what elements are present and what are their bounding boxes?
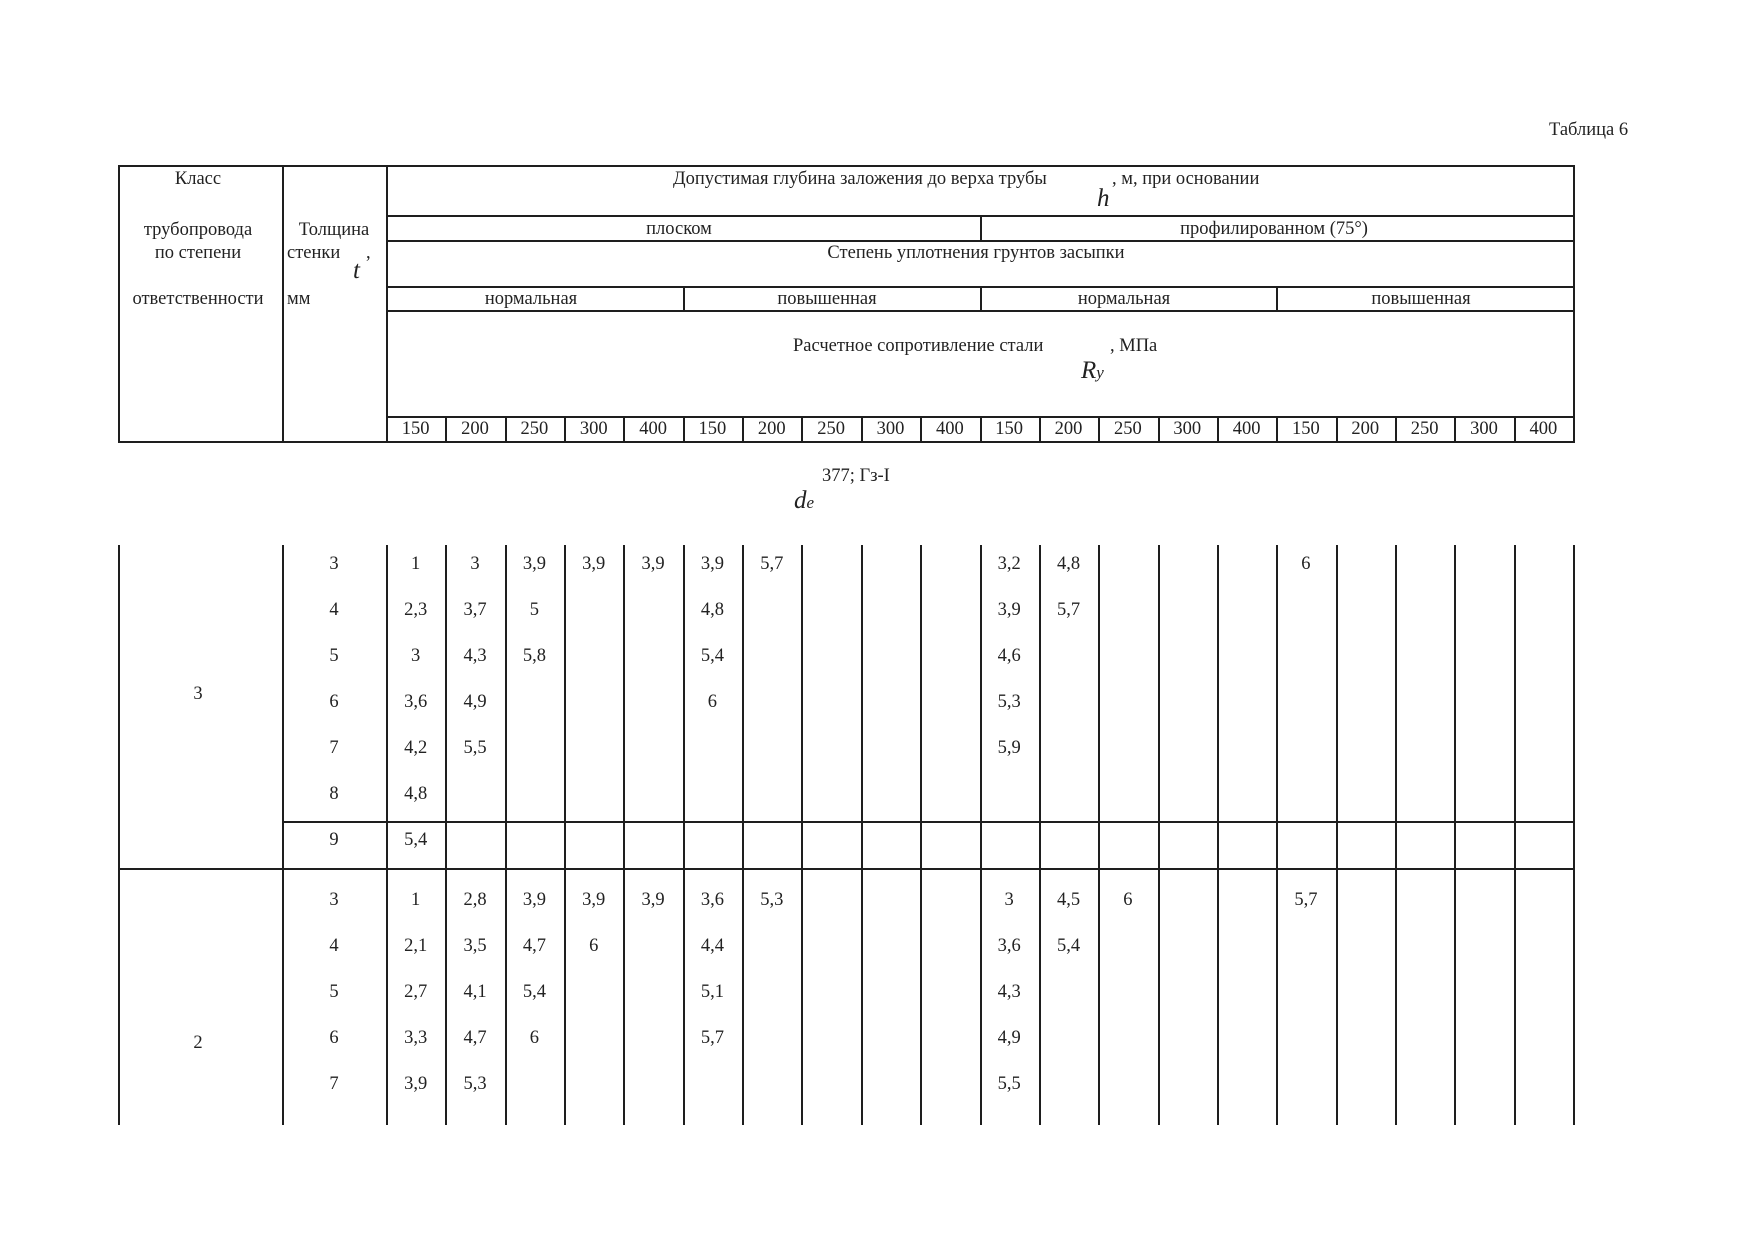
depth-value-cell: 5,5 <box>997 1074 1021 1094</box>
grid-line-vertical <box>505 545 507 1125</box>
depth-value-cell: 3,2 <box>997 554 1021 574</box>
strength-value: 300 <box>579 419 608 439</box>
depth-value-cell: 3,6 <box>700 890 724 910</box>
resistance-title: Расчетное сопротивление стали <box>793 336 1044 356</box>
strength-value: 300 <box>876 419 905 439</box>
compaction-normal-flat: нормальная <box>484 289 578 309</box>
grid-line-horizontal <box>282 821 1575 823</box>
resistance-symbol-sub: y <box>1096 363 1104 382</box>
wall-thickness-cell: 7 <box>329 1074 339 1094</box>
grid-line-vertical <box>386 545 388 1125</box>
strength-value: 400 <box>1232 419 1261 439</box>
wall-thickness-cell: 4 <box>329 600 339 620</box>
depth-value-cell: 6 <box>529 1028 539 1048</box>
depth-value-cell: 3,5 <box>463 936 487 956</box>
grid-line-horizontal <box>118 868 1575 870</box>
depth-value-cell: 5,8 <box>522 646 546 666</box>
class-cell: 3 <box>193 684 203 704</box>
depth-value-cell: 4,7 <box>463 1028 487 1048</box>
wall-thickness-cell: 9 <box>329 830 339 850</box>
strength-value: 150 <box>995 419 1024 439</box>
grid-line-vertical <box>1039 545 1041 1125</box>
grid-line-vertical <box>801 416 803 442</box>
depth-value-cell: 3,6 <box>997 936 1021 956</box>
wall-thickness-cell: 6 <box>329 692 339 712</box>
class-header-line-2: трубопровода <box>143 220 253 240</box>
strength-value: 300 <box>1470 419 1498 439</box>
grid-line-vertical <box>683 545 685 1125</box>
grid-line-vertical <box>1158 545 1160 1125</box>
wall-symbol-t: t <box>353 257 360 284</box>
depth-value-cell: 4,6 <box>997 646 1021 666</box>
strength-value: 400 <box>1529 419 1558 439</box>
class-header-line-3: по степени <box>154 243 242 263</box>
section-symbol-d: d <box>794 487 807 514</box>
depth-value-cell: 5,4 <box>700 646 724 666</box>
grid-line-vertical <box>445 545 447 1125</box>
depth-value-cell: 4,4 <box>700 936 724 956</box>
wall-thickness-cell: 8 <box>329 784 339 804</box>
grid-line-vertical <box>1158 416 1160 442</box>
depth-value-cell: 5,4 <box>404 830 428 850</box>
grid-line-vertical <box>1336 545 1338 1125</box>
strength-value: 400 <box>935 419 964 439</box>
depth-value-cell: 4,3 <box>997 982 1021 1002</box>
grid-line-vertical <box>282 545 284 1125</box>
depth-value-cell: 3,9 <box>582 890 606 910</box>
strength-value: 200 <box>461 419 489 439</box>
depth-value-cell: 3,3 <box>404 1028 428 1048</box>
wall-thickness-cell: 6 <box>329 1028 339 1048</box>
depth-value-cell: 2,8 <box>463 890 487 910</box>
grid-line-horizontal <box>118 165 1575 167</box>
grid-line-vertical <box>683 416 685 442</box>
grid-line-vertical <box>1098 545 1100 1125</box>
grid-line-vertical <box>282 165 284 442</box>
grid-line-vertical <box>1573 165 1575 442</box>
compaction-title: Степень уплотнения грунтов засыпки <box>827 243 1125 263</box>
depth-value-cell: 3,9 <box>997 600 1021 620</box>
wall-thickness-cell: 5 <box>329 646 339 666</box>
strength-value: 250 <box>1114 419 1142 439</box>
depth-value-cell: 5,4 <box>522 982 546 1002</box>
grid-line-vertical <box>1217 416 1219 442</box>
depth-value-cell: 2,7 <box>404 982 428 1002</box>
grid-line-vertical <box>1395 545 1397 1125</box>
grid-line-vertical <box>801 545 803 1125</box>
depth-value-cell: 5,7 <box>760 554 784 574</box>
grid-line-vertical <box>505 416 507 442</box>
depth-value-cell: 4,9 <box>997 1028 1021 1048</box>
grid-line-vertical <box>1454 545 1456 1125</box>
grid-line-vertical <box>623 545 625 1125</box>
depth-value-cell: 4,5 <box>1056 890 1081 910</box>
depth-value-cell: 3 <box>1004 890 1014 910</box>
depth-value-cell: 4,7 <box>522 936 546 956</box>
depth-value-cell: 3 <box>411 646 421 666</box>
class-cell: 2 <box>193 1033 203 1053</box>
strength-value: 200 <box>1351 419 1380 439</box>
depth-value-cell: 5,4 <box>1056 936 1081 956</box>
depth-value-cell: 4,1 <box>463 982 487 1002</box>
wall-header-line-2: стенки <box>287 243 341 263</box>
depth-title-suffix: , м, при основании <box>1112 169 1260 189</box>
depth-value-cell: 6 <box>1123 890 1133 910</box>
strength-value: 400 <box>639 419 667 439</box>
grid-line-vertical <box>920 545 922 1125</box>
grid-line-vertical <box>980 215 982 241</box>
depth-value-cell: 6 <box>707 692 718 712</box>
grid-line-vertical <box>1514 416 1516 442</box>
strength-value: 200 <box>1054 419 1083 439</box>
wall-symbol-comma: , <box>366 243 371 263</box>
strength-value: 300 <box>1173 419 1202 439</box>
depth-value-cell: 3,9 <box>700 554 724 574</box>
depth-value-cell: 1 <box>411 554 421 574</box>
depth-value-cell: 5,3 <box>760 890 784 910</box>
grid-line-vertical <box>1217 545 1219 1125</box>
grid-line-vertical <box>1098 416 1100 442</box>
resistance-symbol-r: R <box>1081 357 1097 384</box>
depth-value-cell: 3,6 <box>404 692 428 712</box>
grid-line-vertical <box>1395 416 1397 442</box>
depth-value-cell: 5,3 <box>997 692 1021 712</box>
compaction-high-profiled: повышенная <box>1371 289 1471 309</box>
strength-value: 150 <box>698 419 727 439</box>
grid-line-vertical <box>623 416 625 442</box>
grid-line-vertical <box>980 416 982 442</box>
grid-line-vertical <box>742 545 744 1125</box>
grid-line-vertical <box>386 165 388 442</box>
depth-value-cell: 2,1 <box>404 936 428 956</box>
depth-value-cell: 3,9 <box>641 554 665 574</box>
depth-value-cell: 6 <box>1301 554 1311 574</box>
base-profiled-label: профилированном (75°) <box>1180 219 1368 239</box>
wall-thickness-cell: 7 <box>329 738 339 758</box>
depth-value-cell: 3,7 <box>463 600 487 620</box>
strength-value: 150 <box>401 419 430 439</box>
grid-line-vertical <box>980 545 982 1125</box>
depth-value-cell: 5,3 <box>463 1074 487 1094</box>
depth-value-cell: 3,9 <box>641 890 665 910</box>
depth-value-cell: 3,9 <box>522 554 546 574</box>
depth-value-cell: 4,8 <box>700 600 724 620</box>
grid-line-vertical <box>564 545 566 1125</box>
depth-value-cell: 3 <box>470 554 480 574</box>
grid-line-vertical <box>118 165 120 442</box>
depth-value-cell: 5 <box>529 600 539 620</box>
grid-line-vertical <box>1039 416 1041 442</box>
grid-line-vertical <box>742 416 744 442</box>
grid-line-vertical <box>1454 416 1456 442</box>
resistance-symbol <box>1081 358 1104 383</box>
strength-value: 250 <box>1410 419 1439 439</box>
wall-thickness-cell: 3 <box>329 554 339 574</box>
class-header-line-4: ответственности <box>132 289 264 309</box>
depth-value-cell: 4,2 <box>404 738 428 758</box>
compaction-normal-profiled: нормальная <box>1077 289 1171 309</box>
grid-line-vertical <box>1573 545 1575 1125</box>
grid-line-vertical <box>445 416 447 442</box>
section-symbol-sub: e <box>806 493 815 512</box>
grid-line-vertical <box>1276 416 1278 442</box>
depth-value-cell: 4,8 <box>1056 554 1081 574</box>
depth-value-cell: 5,9 <box>997 738 1021 758</box>
grid-line-vertical <box>564 416 566 442</box>
grid-line-vertical <box>1276 286 1278 311</box>
depth-value-cell: 5,7 <box>1294 890 1318 910</box>
depth-symbol-h: h <box>1097 185 1110 212</box>
depth-value-cell: 4,9 <box>463 692 487 712</box>
depth-value-cell: 4,8 <box>404 784 428 804</box>
wall-thickness-cell: 3 <box>329 890 339 910</box>
strength-value: 150 <box>1292 419 1320 439</box>
depth-value-cell: 2,3 <box>404 600 428 620</box>
class-header-line-1: Класс <box>174 169 222 189</box>
grid-line-vertical <box>861 416 863 442</box>
grid-line-vertical <box>920 416 922 442</box>
grid-line-vertical <box>118 545 120 1125</box>
section-label: 377; Гз-I <box>822 466 890 486</box>
depth-value-cell: 1 <box>411 890 421 910</box>
table-caption: Таблица 6 <box>1549 120 1629 140</box>
compaction-high-flat: повышенная <box>777 289 877 309</box>
depth-value-cell: 4,3 <box>463 646 487 666</box>
depth-value-cell: 5,5 <box>463 738 487 758</box>
resistance-title-suffix: , МПа <box>1110 336 1158 356</box>
grid-line-vertical <box>1514 545 1516 1125</box>
depth-value-cell: 5,1 <box>700 982 724 1002</box>
wall-thickness-cell: 4 <box>329 936 339 956</box>
strength-value: 250 <box>817 419 845 439</box>
depth-title: Допустимая глубина заложения до верха трубы <box>673 169 1047 189</box>
depth-value-cell: 3,9 <box>522 890 546 910</box>
wall-header-line-3: мм <box>287 289 311 309</box>
grid-line-horizontal <box>118 441 1575 443</box>
depth-value-cell: 3,9 <box>404 1074 428 1094</box>
depth-value-cell: 6 <box>589 936 599 956</box>
strength-value: 200 <box>757 419 786 439</box>
depth-value-cell: 5,7 <box>1056 600 1081 620</box>
grid-line-vertical <box>683 286 685 311</box>
wall-header-line-1: Толщина <box>298 220 370 240</box>
depth-value-cell: 3,9 <box>582 554 606 574</box>
grid-line-vertical <box>1276 545 1278 1125</box>
grid-line-vertical <box>1336 416 1338 442</box>
section-symbol <box>794 488 814 513</box>
grid-line-vertical <box>980 286 982 311</box>
base-flat-label: плоском <box>646 219 712 239</box>
wall-thickness-cell: 5 <box>329 982 339 1002</box>
depth-value-cell: 5,7 <box>700 1028 724 1048</box>
grid-line-vertical <box>861 545 863 1125</box>
strength-value: 250 <box>520 419 549 439</box>
